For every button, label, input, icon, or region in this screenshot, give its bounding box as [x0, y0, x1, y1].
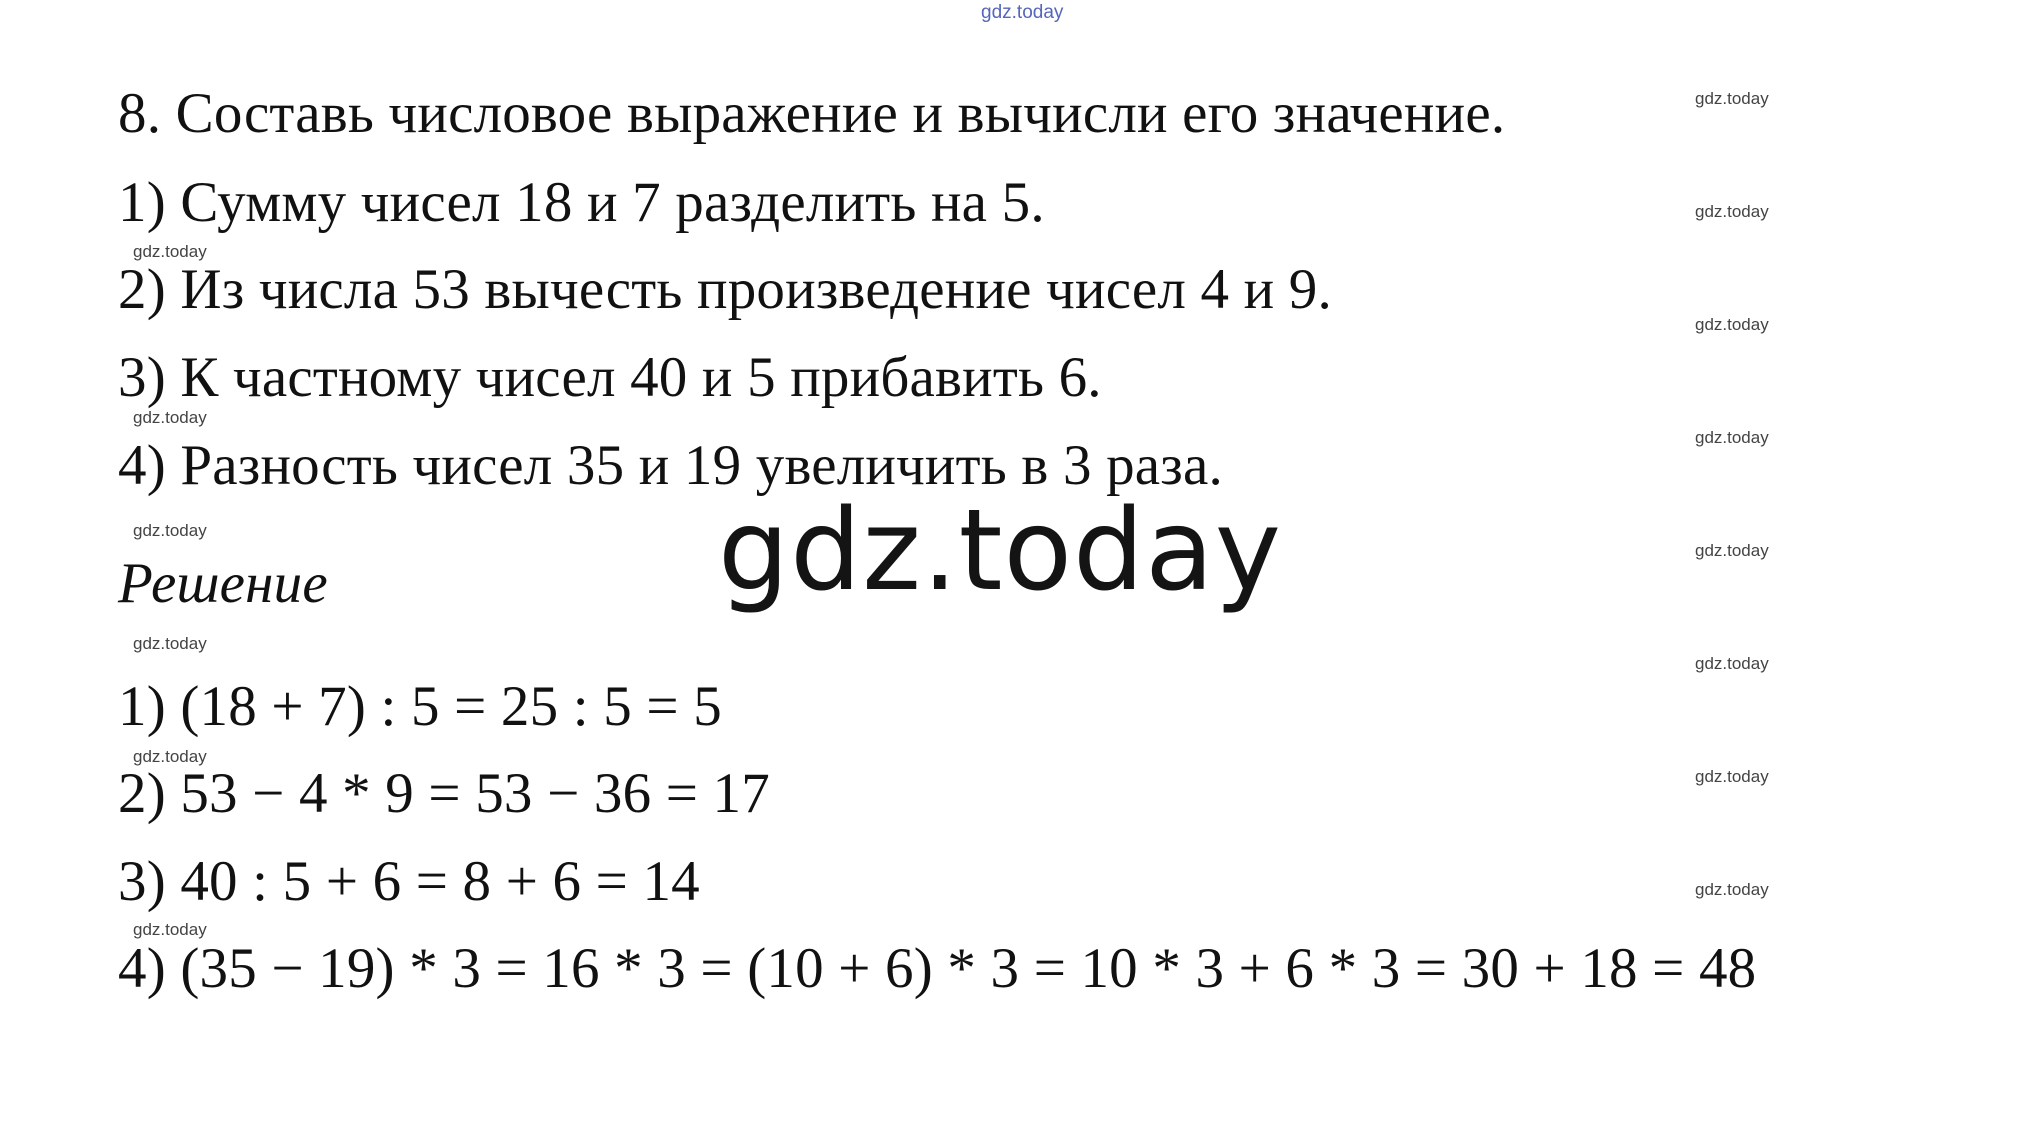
solution-step-1: 1) (18 + 7) : 5 = 25 : 5 = 5 [118, 675, 722, 738]
watermark-small: gdz.today [1695, 89, 1769, 108]
watermark-small: gdz.today [133, 920, 207, 939]
solution-heading: Решение [118, 552, 328, 615]
watermark-small: gdz.today [133, 408, 207, 427]
watermark-small: gdz.today [1695, 767, 1769, 786]
task-title: 8. Составь числовое выражение и вычисли его значение. [118, 82, 1506, 145]
watermark-small: gdz.today [133, 747, 207, 766]
task-item-1: 1) Сумму чисел 18 и 7 разделить на 5. [118, 171, 1045, 234]
task-item-3: 3) К частному чисел 40 и 5 прибавить 6. [118, 346, 1102, 409]
solution-step-3: 3) 40 : 5 + 6 = 8 + 6 = 14 [118, 850, 700, 913]
task-item-2: 2) Из числа 53 вычесть произведение чисел 4 и 9. [118, 258, 1332, 321]
watermark-small: gdz.today [1695, 541, 1769, 560]
task-item-4: 4) Разность чисел 35 и 19 увеличить в 3 раза. [118, 434, 1223, 497]
top-watermark: gdz.today [981, 2, 1064, 23]
center-watermark: gdz.today [718, 486, 1283, 616]
watermark-small: gdz.today [133, 521, 207, 540]
watermark-small: gdz.today [133, 634, 207, 653]
watermark-small: gdz.today [1695, 202, 1769, 221]
solution-step-4: 4) (35 − 19) * 3 = 16 * 3 = (10 + 6) * 3 = 10 * 3 + 6 * 3 = 30 + 18 = 48 [118, 937, 1757, 1000]
watermark-small: gdz.today [1695, 654, 1769, 673]
solution-step-2: 2) 53 − 4 * 9 = 53 − 36 = 17 [118, 762, 770, 825]
watermark-small: gdz.today [1695, 315, 1769, 334]
watermark-small: gdz.today [1695, 428, 1769, 447]
watermark-small: gdz.today [133, 242, 207, 261]
watermark-small: gdz.today [1695, 880, 1769, 899]
